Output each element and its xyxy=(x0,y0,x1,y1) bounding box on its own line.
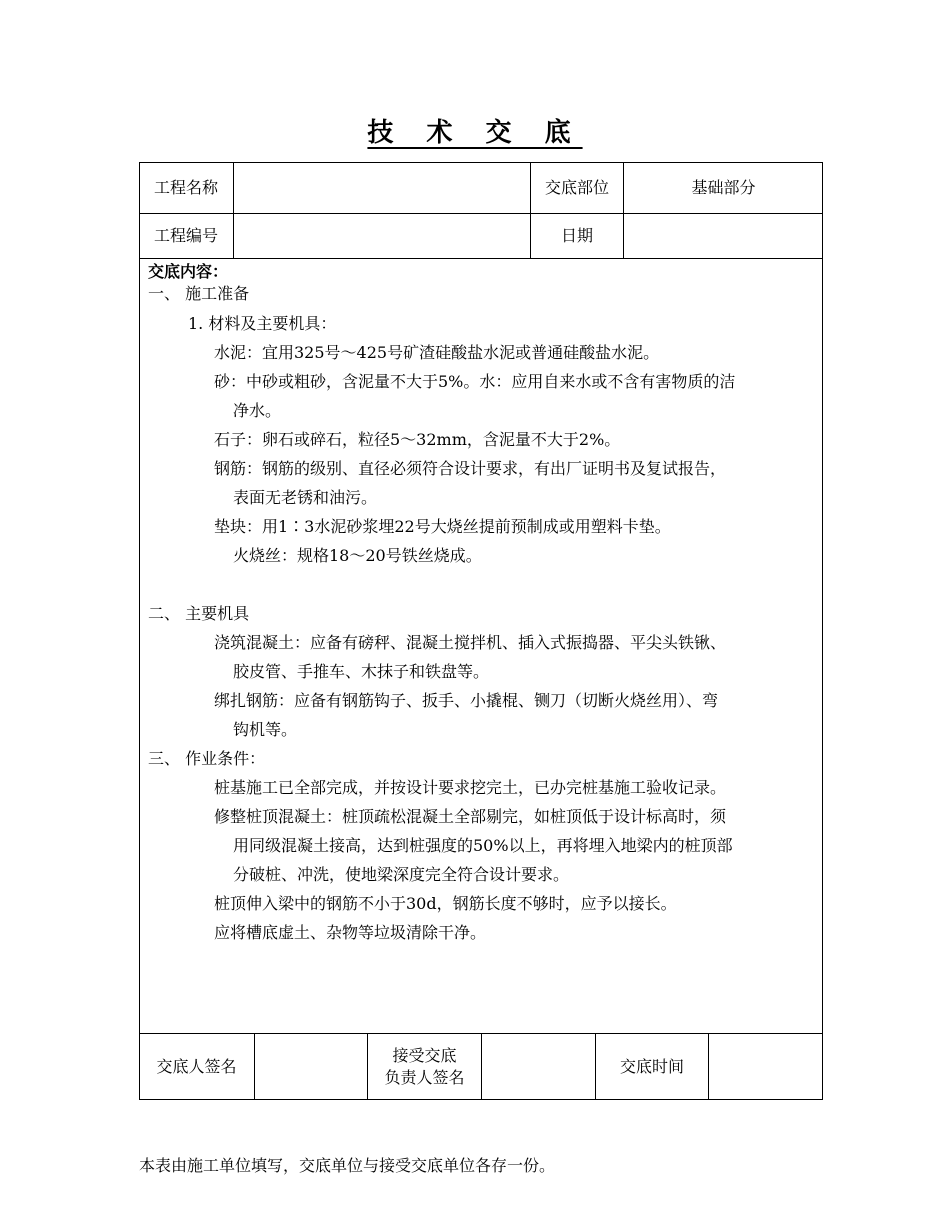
document-title: 技 术 交 底 xyxy=(367,118,583,148)
project-code-field[interactable] xyxy=(234,214,530,258)
footnote: 本表由施工单位填写，交底单位与接受交底单位各存一份。 xyxy=(139,1156,556,1175)
presenter-sign-label: 交底人签名 xyxy=(156,1057,237,1076)
date-field[interactable] xyxy=(624,214,823,258)
content-line: 胶皮管、手推车、木抹子和铁盘等。 xyxy=(233,662,490,681)
receiver-sign-label-line1: 接受交底 xyxy=(392,1046,457,1065)
date-label: 日期 xyxy=(560,226,593,245)
project-name-field[interactable] xyxy=(234,163,530,213)
content-line: 应将槽底虚土、杂物等垃圾清除干净。 xyxy=(214,923,487,942)
project-name-label: 工程名称 xyxy=(153,178,218,197)
content-line: 桩顶伸入梁中的钢筋不小于30d，钢筋长度不够时，应予以接长。 xyxy=(214,894,677,913)
content-line: 水泥：宜用325号～425号矿渣硅酸盐水泥或普通硅酸盐水泥。 xyxy=(214,343,660,362)
section-heading: 二、 主要机具 xyxy=(148,604,250,623)
content-line: 净水。 xyxy=(233,401,282,420)
content-line: 石子：卵石或碎石，粒径5～32mm，含泥量不大于2%。 xyxy=(214,430,621,449)
content-line: 用同级混凝土接高，达到桩强度的50%以上，再将埋入地梁内的桩顶部 xyxy=(233,836,733,855)
content-line: 表面无老锈和油污。 xyxy=(233,488,378,507)
receiver-sign-label-line2: 负责人签名 xyxy=(384,1068,465,1087)
content-line: 浇筑混凝土：应备有磅秤、混凝土搅拌机、插入式振捣器、平尖头铁锹、 xyxy=(214,633,727,652)
content-line: 垫块：用1∶3水泥砂浆埋22号大烧丝提前预制成或用塑料卡垫。 xyxy=(214,517,671,536)
project-code-label: 工程编号 xyxy=(153,226,218,245)
content-line: 砂：中砂或粗砂，含泥量不大于5%。水：应用自来水或不含有害物质的洁 xyxy=(214,372,736,391)
content-line: 桩基施工已全部完成，并按设计要求挖完土，已办完桩基施工验收记录。 xyxy=(214,778,727,797)
time-label: 交底时间 xyxy=(619,1057,684,1076)
position-label: 交底部位 xyxy=(544,178,609,197)
section-heading: 一、 施工准备 xyxy=(148,284,250,303)
content-line: 1. 材料及主要机具： xyxy=(188,314,337,333)
content-line: 火烧丝：规格18～20号铁丝烧成。 xyxy=(233,546,482,565)
receiver-sign-label xyxy=(368,1034,481,1100)
position-field[interactable]: 基础部分 xyxy=(691,178,756,197)
receiver-sign-field[interactable] xyxy=(482,1034,595,1100)
content-line: 钢筋：钢筋的级别、直径必须符合设计要求，有出厂证明书及复试报告， xyxy=(214,459,727,478)
section-heading: 三、 作业条件： xyxy=(148,749,266,768)
content-line: 分破桩、冲洗，使地梁深度完全符合设计要求。 xyxy=(233,865,570,884)
presenter-sign-field[interactable] xyxy=(255,1034,367,1100)
content-line: 钩机等。 xyxy=(233,720,298,739)
content-line: 绑扎钢筋：应备有钢筋钩子、扳手、小撬棍、铡刀（切断火烧丝用）、弯 xyxy=(214,691,719,710)
time-field[interactable] xyxy=(709,1034,823,1100)
content-heading: 交底内容： xyxy=(148,262,229,281)
row-divider xyxy=(139,258,823,259)
content-line: 修整桩顶混凝土：桩顶疏松混凝土全部剔完，如桩顶低于设计标高时，须 xyxy=(214,807,727,826)
